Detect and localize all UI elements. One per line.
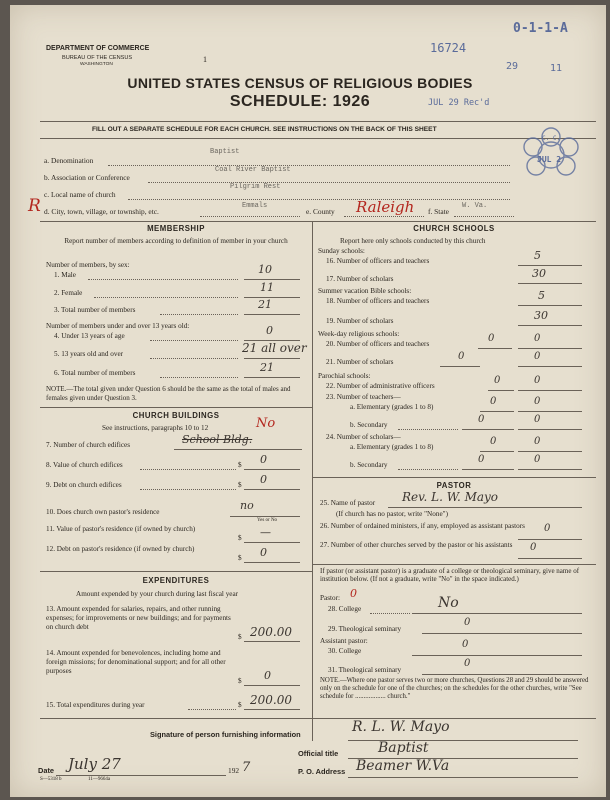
- date-value: July 27: [68, 755, 121, 773]
- denomination-value: Baptist: [210, 148, 240, 156]
- q24a: a. Elementary (grades 1 to 8): [350, 443, 434, 451]
- q31-seminary: 31. Theological seminary: [328, 666, 402, 674]
- mark-one: 1: [203, 55, 207, 64]
- q27-other-churches: 27. Number of other churches served by the pastor or his assistants: [320, 541, 513, 549]
- sex-label: Number of members, by sex:: [46, 261, 130, 269]
- weekday-label: Week-day religious schools:: [318, 330, 400, 338]
- a26-assistants: 0: [544, 523, 551, 534]
- stamp-29: 29: [506, 61, 519, 72]
- q25-note: (If church has no pastor, write "None"): [336, 510, 448, 518]
- pastor-mark: 0: [350, 587, 357, 600]
- year-prefix: 192: [228, 766, 240, 775]
- a15-total: 200.00: [250, 693, 292, 707]
- a23ba: 0: [478, 414, 485, 425]
- a27-other-churches: 0: [530, 542, 537, 553]
- summer-label: Summer vacation Bible schools:: [318, 287, 412, 295]
- a3-total: 21: [258, 298, 272, 311]
- stamp-cc: C. C.: [542, 135, 561, 142]
- assistant-label: Assistant pastor:: [320, 637, 368, 645]
- q23: 23. Number of teachers—: [326, 393, 401, 401]
- association-value: Coal River Baptist: [215, 166, 291, 174]
- denomination-label: a. Denomination: [44, 156, 94, 165]
- q15-total: 15. Total expenditures during year: [46, 701, 145, 709]
- parochial-label: Parochial schools:: [318, 372, 371, 380]
- a30-college: 0: [462, 639, 469, 650]
- classification-code: 0-1-1-A: [513, 21, 568, 36]
- a1-male: 10: [258, 263, 272, 276]
- state-value: W. Va.: [462, 202, 488, 210]
- q22: 22. Number of administrative officers: [326, 382, 435, 390]
- form-number: S—5318 b: [40, 777, 62, 782]
- q6-total: 6. Total number of members: [54, 369, 136, 377]
- form-title: UNITED STATES CENSUS OF RELIGIOUS BODIES: [127, 75, 473, 91]
- pastor-label: Pastor:: [320, 594, 340, 602]
- membership-title: MEMBERSHIP: [147, 224, 205, 233]
- a22b: 0: [534, 375, 541, 386]
- a16: 5: [534, 249, 541, 262]
- a7-edifices: School Bldg.: [182, 433, 253, 446]
- q4-under13: 4. Under 13 years of age: [54, 332, 125, 340]
- buildings-title: CHURCH BUILDINGS: [132, 411, 220, 420]
- a23bb: 0: [534, 414, 541, 425]
- a20b: 0: [534, 333, 541, 344]
- a13-running: 200.00: [250, 625, 292, 639]
- q29-seminary: 29. Theological seminary: [328, 625, 402, 633]
- local-name-value: Pilgrim Rest: [230, 183, 281, 191]
- buildings-no-mark: No: [256, 416, 276, 431]
- q26-assistants: 26. Number of ordained ministers, if any, employed as assistant pastors: [320, 522, 525, 530]
- city-value: Emmals: [242, 202, 268, 210]
- yes-no-hint: Yes or No: [257, 518, 278, 523]
- department-label: DEPARTMENT OF COMMERCE: [46, 45, 150, 52]
- membership-note: NOTE.—The total given under Question 6 should be the same as the total of males and females given under Question 3.: [46, 385, 291, 402]
- q24: 24. Number of scholars—: [326, 433, 401, 441]
- q23b: b. Secondary: [350, 421, 388, 429]
- q21: 21. Number of scholars: [326, 358, 394, 366]
- city-label: WASHINGTON: [80, 62, 113, 67]
- a23ab: 0: [534, 396, 541, 407]
- q16: 16. Number of officers and teachers: [326, 257, 430, 265]
- form-subtitle: SCHEDULE: 1926: [229, 93, 371, 110]
- a21a: 0: [458, 351, 465, 362]
- a20a: 0: [488, 333, 495, 344]
- local-name-label: c. Local name of church: [44, 190, 116, 199]
- q8-value: 8. Value of church edifices: [46, 461, 123, 469]
- association-label: b. Association or Conference: [44, 173, 130, 182]
- form-number-2: 11—9664a: [88, 777, 111, 782]
- q7-edifices: 7. Number of church edifices: [46, 441, 131, 449]
- bureau-label: BUREAU OF THE CENSUS: [62, 55, 133, 61]
- a9-debt: 0: [260, 473, 267, 486]
- official-title-value: Baptist: [378, 740, 429, 756]
- a4-under13: 0: [266, 324, 273, 337]
- q25-pastor-name: 25. Name of pastor: [320, 499, 376, 507]
- q17: 17. Number of scholars: [326, 275, 394, 283]
- membership-intro: Report number of members according to definition of member in your church: [64, 237, 288, 245]
- q3-total: 3. Total number of members: [54, 306, 136, 314]
- q10-residence: 10. Does church own pastor's residence: [46, 508, 160, 516]
- q5-over13: 5. 13 years old and over: [54, 350, 124, 358]
- year-suffix: 7: [242, 760, 251, 775]
- q14-benevolences: 14. Amount expended for benevolences, including home and foreign missions; for denominational support; and for all other purposes: [46, 649, 226, 675]
- a11-residence-value: —: [260, 526, 271, 539]
- a17: 30: [532, 267, 546, 280]
- a18: 5: [538, 289, 545, 302]
- college-note: If pastor (or assistant pastor) is a graduate of a college or theological seminary, give name of institution below. (If not a graduate, write "No" in the space indicated.): [320, 567, 580, 584]
- a24ba: 0: [478, 454, 485, 465]
- a31-seminary: 0: [464, 658, 471, 669]
- q20: 20. Number of officers and teachers: [326, 340, 430, 348]
- signature-value: R. L. W. Mayo: [352, 719, 450, 735]
- date-label: Date: [38, 766, 55, 775]
- sunday-label: Sunday schools:: [318, 247, 365, 255]
- q1-male: 1. Male: [54, 271, 76, 279]
- a24ab: 0: [534, 436, 541, 447]
- a28-college: No: [438, 595, 459, 611]
- a2-female: 11: [260, 281, 274, 294]
- a24aa: 0: [490, 436, 497, 447]
- official-title-label: Official title: [298, 749, 339, 758]
- signature-label: Signature of person furnishing information: [150, 730, 301, 739]
- expenditures-intro: Amount expended by your church during last fiscal year: [76, 590, 239, 598]
- a14-benevolences: 0: [264, 669, 271, 682]
- q30-college: 30. College: [328, 647, 362, 655]
- instructions-banner: FILL OUT A SEPARATE SCHEDULE FOR EACH CHURCH. SEE INSTRUCTIONS ON THE BACK OF THIS SHEET: [92, 126, 437, 133]
- a25-pastor-name: Rev. L. W. Mayo: [402, 490, 499, 504]
- q12-residence-debt: 12. Debt on pastor's residence (if owned by church): [46, 545, 195, 553]
- pastor-title: PASTOR: [436, 481, 472, 490]
- stamp-date: JUL 2: [537, 155, 562, 164]
- a5-over13: 21 all over: [242, 341, 307, 355]
- a21b: 0: [534, 351, 541, 362]
- age-label: Number of members under and over 13 years old:: [46, 322, 190, 330]
- schools-intro: Report here only schools conducted by this church: [340, 237, 486, 245]
- a12-residence-debt: 0: [260, 546, 267, 559]
- serial-number: 16724: [430, 41, 467, 55]
- q23a: a. Elementary (grades 1 to 8): [350, 403, 434, 411]
- a29-seminary: 0: [464, 617, 471, 628]
- county-label: e. County: [306, 207, 335, 216]
- census-schedule-sheet: DEPARTMENT OF COMMERCE BUREAU OF THE CENSUS WASHINGTON 1 16724 0-1-1-A 29 11 UNITED STATES CENSUS OF RELIGIOUS BODIES SCHEDULE: 1926 JUL 29 Rec'd FILL OUT A SEPARATE SCHEDULE FOR EACH CHURCH. SEE INSTRUCTIONS ON THE BACK OF THIS SHEET C. C. JUL 2 a. Denomination Baptist b. Association or Conference Coal River Baptist c. Local name of church Pilgrim Rest R d. City, town, village, or township, etc. Emmals e. County Raleigh f. State W. Va. MEMBERSHIP Report number of members according to definition of member in your church Number of members, by sex: 1. Male 10 2. Female 11 3. Total number of members 21 Number of members under and over 13 years old: 4. Under 13 years of age 0 5. 13 years old and over 21 all over 6. Total number of members 21 NOTE.—The total given under Question 6 should be the same as the total of males and females given under Question 3. CHURCH BUILDINGS See instructions, paragraphs 10 to 12 No 7. Number of church edifices School Bldg. 8. Value of church edifices $ 0 9. Debt on church edifices $ 0 10. Does church own pastor's residence no Yes or No 11. Value of pastor's residence (if owned by church) $ — 12. Debt on pastor's residence (if owned by church) $ 0 EXPENDITURES Amount expended by your church during last fiscal year 13. Amount expended for salaries, repairs, and other running expenses; for improvements or new buildings; and for payments on church debt $ 200.00 14. Amount expended for benevolences, including home and foreign missions; for denominational support; and for all other purposes $ 0 15. Total expenditures during year $ 200.00 CHURCH SCHOOLS Report here only schools conducted by this church Sunday schools: 16. Number of officers and teachers 5 17. Number of scholars 30 Summer vacation Bible schools: 18. Number of officers and teachers 5 19. Number of scholars 30 Week-day religious schools: 20. Number of officers and teachers 0 0 21. Number of scholars 0 0 Parochial schools: 22. Number of administrative officers 0 0 23. Number of teachers— a. Elementary (grades 1 to 8) 0 0 b. Secondary 0 0 24. Number of scholars— a. Elementary (grades 1 to 8) 0 0 b. Secondary 0 0 PASTOR 25. Name of pastor Rev. L. W. Mayo (If church has no pastor, write "None") 26. Number of ordained ministers, if any, employed as assistant pastors 0 27. Number of other churches served by the pastor or his assistants 0 If pastor (or assistant pastor) is a graduate of a college or theological seminary, give name of institution below. (If not a graduate, write "No" in the space indicated.) Pastor: 0 28. College No 29. Theological seminary 0 Assistant pastor: 30. College 0 31. Theological seminary 0 NOTE.—Where one pastor serves two or more churches, Questions 28 and 29 should be answered only on the schedule for one of the churches; on the schedules for the other churches, write "See schedule for .................. church." Signature of person furnishing information R. L. W. Mayo Official title Baptist Date July 27 192 7 P. O. Address Beamer W.Va S—5318 b 11—9664a: [10, 5, 606, 797]
- a6-total: 21: [260, 361, 274, 374]
- a8-value: 0: [260, 453, 267, 466]
- q2-female: 2. Female: [54, 289, 83, 297]
- state-label: f. State: [428, 207, 449, 216]
- q9-debt: 9. Debt on church edifices: [46, 481, 122, 489]
- address-value: Beamer W.Va: [356, 758, 450, 774]
- a23aa: 0: [490, 396, 497, 407]
- a10-residence: no: [240, 499, 254, 512]
- q13-running: 13. Amount expended for salaries, repairs, and other running expenses; for improvements or new buildings; and for payments on church debt: [46, 605, 231, 631]
- a22a: 0: [494, 375, 501, 386]
- q19: 19. Number of scholars: [326, 317, 394, 325]
- schools-title: CHURCH SCHOOLS: [413, 224, 495, 233]
- address-label: P. O. Address: [298, 767, 346, 776]
- city-label: d. City, town, village, or township, etc.: [44, 207, 159, 216]
- q28-college: 28. College: [328, 605, 362, 613]
- pastor-note: NOTE.—Where one pastor serves two or more churches, Questions 28 and 29 should be answered only on the schedule for one of the churches; on the schedules for the other churches, write "See schedule for .................. church.": [320, 677, 589, 700]
- q24b: b. Secondary: [350, 461, 388, 469]
- r-mark: R: [28, 196, 41, 216]
- stamp-11: 11: [550, 63, 563, 74]
- q11-residence-value: 11. Value of pastor's residence (if owned by church): [46, 525, 196, 533]
- a19: 30: [534, 309, 548, 322]
- received-stamp: JUL 29 Rec'd: [428, 98, 490, 108]
- a24bb: 0: [534, 454, 541, 465]
- county-value: Raleigh: [356, 198, 415, 216]
- q18: 18. Number of officers and teachers: [326, 297, 430, 305]
- expenditures-title: EXPENDITURES: [142, 576, 210, 585]
- buildings-intro: See instructions, paragraphs 10 to 12: [102, 424, 209, 432]
